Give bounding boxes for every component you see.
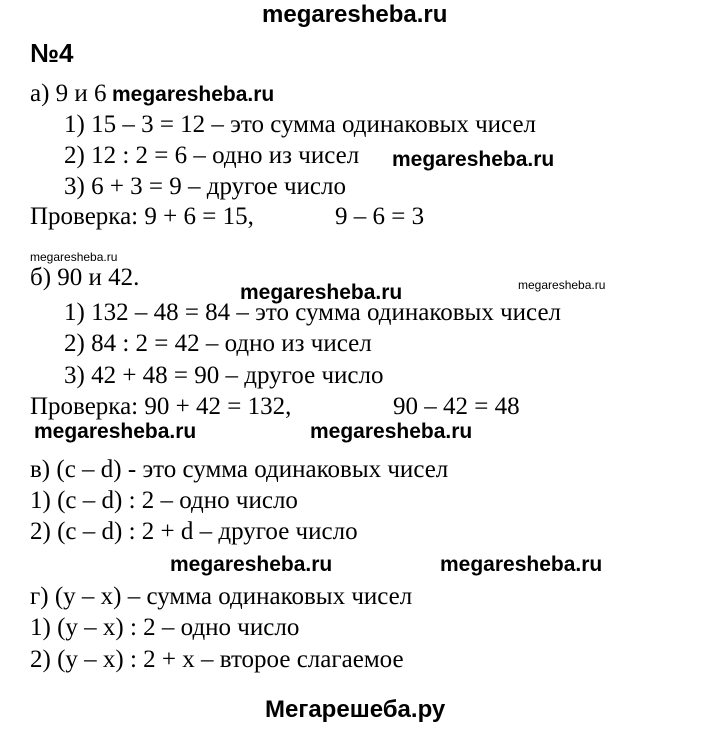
part-g-step-2: 2) (y – x) : 2 + x – второе слагаемое	[30, 646, 404, 673]
header-watermark: megaresheba.ru	[262, 1, 448, 28]
part-b-check: Проверка: 90 + 42 = 132,	[30, 393, 292, 420]
part-b-check-2: 90 – 42 = 48	[393, 393, 520, 420]
part-v-step-1: 1) (c – d) : 2 – одно число	[30, 487, 298, 514]
part-g-step-1: 1) (y – x) : 2 – одно число	[30, 614, 300, 641]
task-number: №4	[30, 38, 74, 68]
part-b-step-3: 3) 42 + 48 = 90 – другое число	[64, 362, 384, 389]
watermark-small: megaresheba.ru	[30, 250, 118, 264]
watermark: megaresheba.ru	[170, 553, 333, 576]
part-a-check: Проверка: 9 + 6 = 15,	[30, 203, 254, 230]
part-v-heading: в) (c – d) - это сумма одинаковых чисел	[30, 456, 449, 483]
part-a-check-2: 9 – 6 = 3	[335, 203, 425, 230]
watermark: megaresheba.ru	[310, 420, 473, 443]
part-a-step-3: 3) 6 + 3 = 9 – другое число	[64, 173, 346, 200]
part-a-step-2: 2) 12 : 2 = 6 – одно из чисел	[64, 142, 360, 169]
footer-watermark: Мегарешеба.ру	[265, 696, 446, 723]
part-v-step-2: 2) (c – d) : 2 + d – другое число	[30, 518, 358, 545]
watermark: megaresheba.ru	[240, 281, 403, 304]
watermark-small: megaresheba.ru	[518, 278, 606, 292]
watermark: megaresheba.ru	[112, 83, 275, 106]
part-a-heading: а) 9 и 6	[30, 80, 107, 107]
part-b-step-2: 2) 84 : 2 = 42 – одно из чисел	[64, 330, 372, 357]
watermark: megaresheba.ru	[440, 553, 603, 576]
part-b-heading: б) 90 и 42.	[30, 264, 140, 291]
part-b-step-1: 1) 132 – 48 = 84 – это сумма одинаковых чисел	[64, 299, 562, 326]
part-g-heading: г) (y – x) – сумма одинаковых чисел	[30, 583, 413, 610]
part-a-step-1: 1) 15 – 3 = 12 – это сумма одинаковых чисел	[64, 111, 537, 138]
watermark: megaresheba.ru	[392, 148, 555, 171]
watermark: megaresheba.ru	[34, 420, 197, 443]
